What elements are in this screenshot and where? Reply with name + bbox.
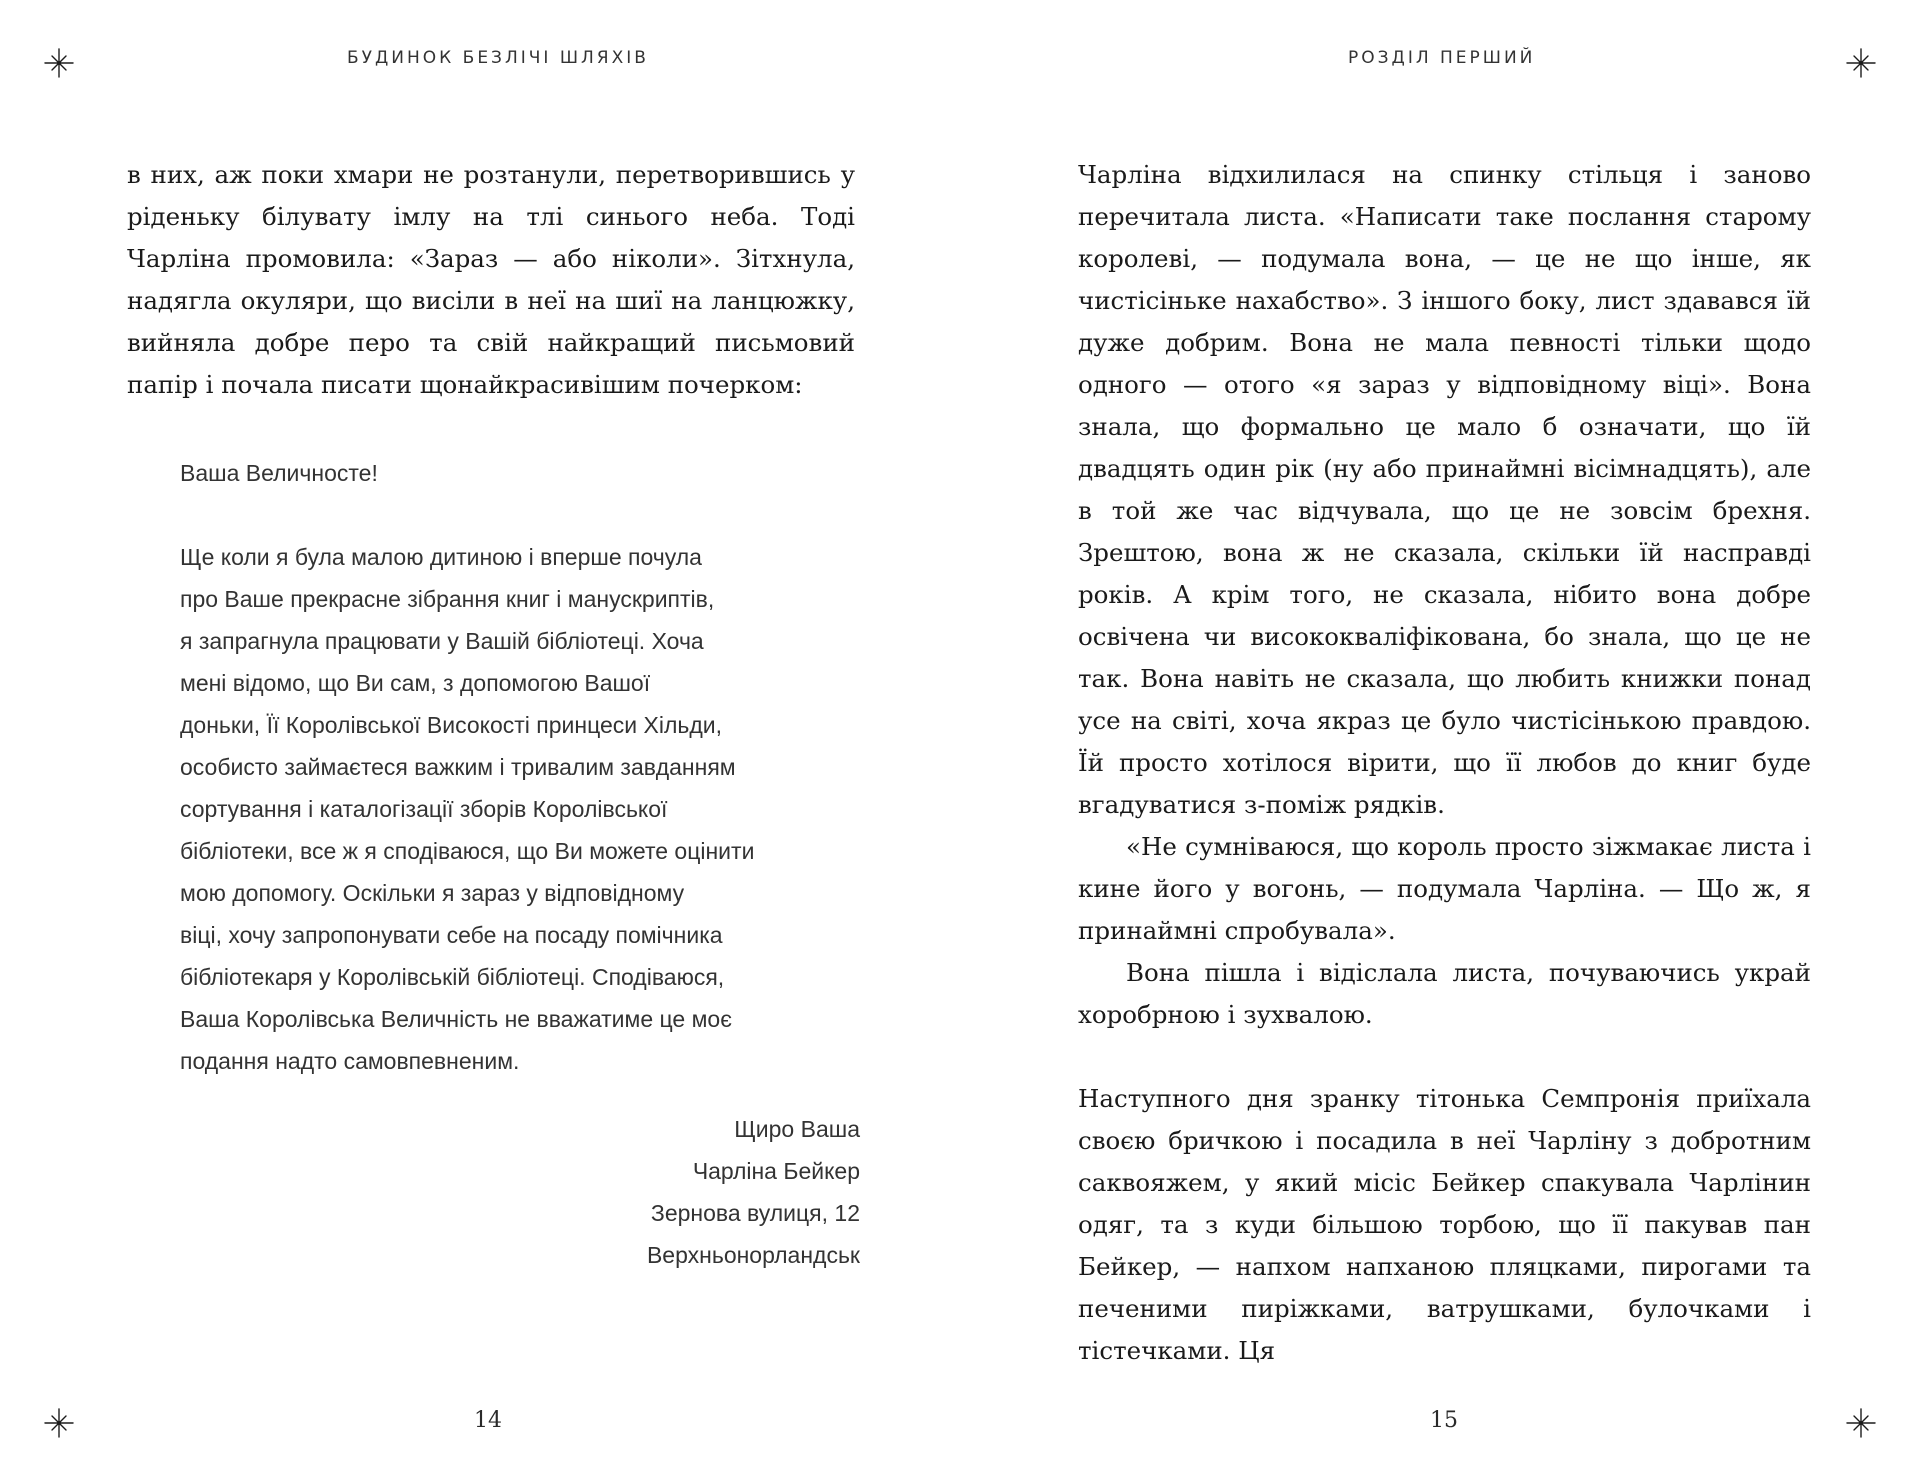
letter-line: особисто займаєтеся важким і тривалим завданням	[180, 754, 736, 780]
star-ornament-icon	[44, 48, 74, 78]
letter-line: мою допомогу. Оскільки я зараз у відповідному	[180, 880, 685, 906]
right-page	[960, 0, 1920, 1477]
star-ornament-icon	[1846, 1408, 1876, 1438]
letter-line: бібліотекаря у Королівській бібліотеці. Сподіваюся,	[180, 964, 725, 990]
paragraph: «Не сумніваюся, що король просто зіжмакає листа і кине його у вогонь, — подумала Чарліна. — Що ж, я принаймні спробувала».	[1078, 832, 1811, 945]
letter-line: подання надто самовпевненим.	[180, 1048, 520, 1074]
letter-line: я запрагнула працювати у Вашій бібліотеці. Хоча	[180, 628, 704, 654]
letter-line: Ще коли я була малою дитиною і вперше почула	[180, 544, 702, 570]
letter-line: віці, хочу запропонувати себе на посаду помічника	[180, 922, 723, 948]
letter-line: бібліотеки, все ж я сподіваюся, що Ви можете оцінити	[180, 838, 755, 864]
page-number: 14	[474, 1408, 502, 1433]
letter-line: мені відомо, що Ви сам, з допомогою Вашої	[180, 670, 651, 696]
running-head: БУДИНОК БЕЗЛІЧІ ШЛЯХІВ	[347, 48, 649, 68]
letter-body	[180, 536, 860, 1082]
star-ornament-icon	[1846, 48, 1876, 78]
paragraph: в них, аж поки хмари не розтанули, перетворившись у ріденьку білувату імлу на тлі синього неба. Тоді Чарліна промовила: «Зараз — або ніколи». Зітхнула, надягла окуляри, що висіли в неї на шиї на ланцюжку, вийняла добре перо та свій найкращий письмовий папір і почала писати щонайкрасивішим почерком:	[127, 160, 855, 399]
signature-line: Щиро Ваша	[734, 1116, 860, 1142]
signature-line: Зернова вулиця, 12	[650, 1200, 860, 1226]
running-head: РОЗДІЛ ПЕРШИЙ	[1348, 48, 1536, 68]
paragraph: Вона пішла і відіслала листа, почуваючись украй хоробрною і зухвалою.	[1078, 958, 1811, 1029]
letter-line: про Ваше прекрасне зібрання книг і манускриптів,	[180, 586, 715, 612]
page-number: 15	[1430, 1408, 1458, 1433]
letter	[180, 452, 860, 1268]
letter-line: сортування і каталогізації зборів Королівської	[180, 796, 668, 822]
signature-line: Верхньонорландськ	[646, 1242, 860, 1268]
star-ornament-icon	[44, 1408, 74, 1438]
body-text	[127, 154, 855, 406]
body-text	[1078, 154, 1811, 1372]
letter-line: Ваша Королівська Величність не вважатиме це моє	[180, 1006, 732, 1032]
signature-line: Чарліна Бейкер	[692, 1158, 860, 1184]
letter-signature	[360, 1108, 860, 1276]
letter-line: доньки, Її Королівської Високості принцеси Хільди,	[180, 712, 723, 738]
paragraph: Чарліна відхилилася на спинку стільця і заново перечитала листа. «Написати таке послання старому королеві, — подумала вона, — це не що інше, як чистісіньке нахабство». З іншого боку, лист здавався їй дуже добрим. Вона не мала певності тільки щодо одного — отого «я зараз у відповідному віці». Вона знала, що формально це мало б означати, що їй двадцять один рік (ну або принаймні вісімнадцять), але в той же час відчувала, що це не зовсім брехня. Зрештою, вона ж не сказала, скільки їй насправді років. А крім того, не сказала, нібито вона добре освічена чи висококваліфікована, бо знала, що це не так. Вона навіть не сказала, що любить книжки понад усе на світі, хоча якраз це було чистісінькою правдою. Їй просто хотілося вірити, що її любов до книг буде вгадуватися з-поміж рядків.	[1078, 160, 1811, 819]
paragraph: Наступного дня зранку тітонька Семпронія приїхала своєю бричкою і посадила в неї Чарліну з добротним саквояжем, у який місіс Бейкер спакувала Чарлінин одяг, та з куди більшою торбою, що її пакував пан Бейкер, — напхом напханою пляцками, пирогами та печеними пиріжками, ватрушками, булочками і тістечками. Ця	[1078, 1084, 1811, 1365]
letter-salutation: Ваша Величносте!	[180, 460, 378, 486]
